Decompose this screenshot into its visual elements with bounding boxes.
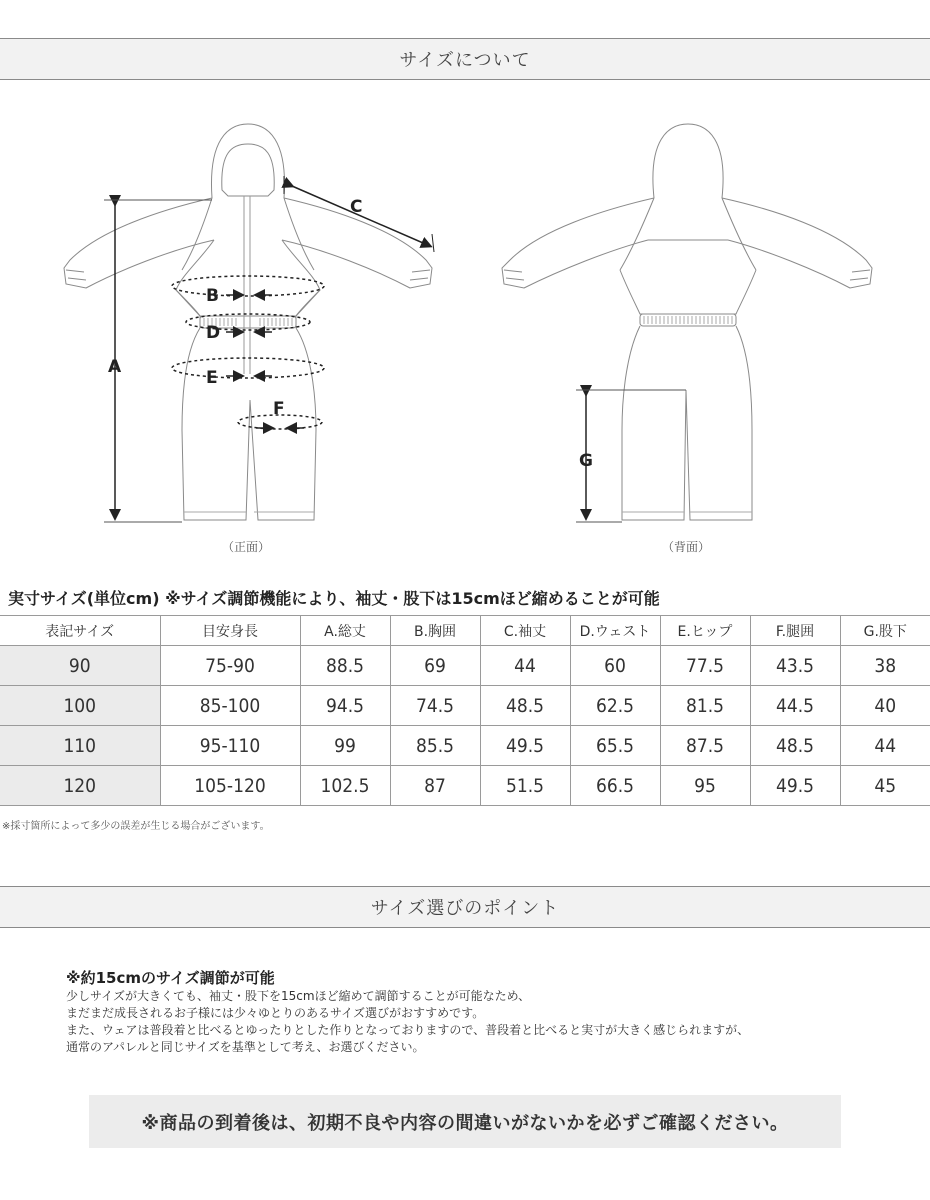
- table-cell: 45: [840, 766, 930, 806]
- table-cell: 120: [0, 766, 160, 806]
- size-table: [0, 615, 930, 806]
- tips-line: まだまだ成長されるお子様には少々ゆとりのあるサイズ選びがおすすめです。: [66, 1006, 485, 1020]
- back-view: [502, 124, 872, 520]
- table-row: [0, 726, 930, 766]
- marker-b: B: [206, 286, 219, 306]
- table-cell: 49.5: [750, 766, 840, 806]
- header-cell: 目安身長: [160, 616, 300, 646]
- measurement-markers: [108, 197, 593, 471]
- section-title: サイズ選びのポイント: [370, 898, 560, 919]
- header-cell: F.腿囲: [750, 616, 840, 646]
- marker-f: F: [273, 399, 285, 419]
- header-cell: D.ウェスト: [570, 616, 660, 646]
- header-cell: E.ヒップ: [660, 616, 750, 646]
- header-cell: C.袖丈: [480, 616, 570, 646]
- marker-a: A: [108, 357, 122, 377]
- table-cell: 49.5: [480, 726, 570, 766]
- marker-e: E: [206, 368, 218, 388]
- section-header-size: [0, 38, 930, 80]
- marker-g: G: [579, 451, 593, 471]
- table-cell: 99: [300, 726, 390, 766]
- tips-line: 通常のアパレルと同じサイズを基準として考え、お選びください。: [66, 1040, 425, 1054]
- measurement-lines: [104, 176, 434, 522]
- table-cell: 69: [390, 646, 480, 686]
- table-cell: 110: [0, 726, 160, 766]
- table-cell: 87.5: [660, 726, 750, 766]
- table-cell: 62.5: [570, 686, 660, 726]
- table-cell: 44: [480, 646, 570, 686]
- section-title: サイズについて: [399, 50, 531, 71]
- table-cell: 48.5: [480, 686, 570, 726]
- table-cell: 94.5: [300, 686, 390, 726]
- table-cell: 51.5: [480, 766, 570, 806]
- tips-title: ※約15cmのサイズ調節が可能: [66, 969, 275, 987]
- table-row: [0, 766, 930, 806]
- confirm-text: ※商品の到着後は、初期不良や内容の間違いがないかを必ずご確認ください。: [141, 1112, 789, 1134]
- header-cell: B.胸囲: [390, 616, 480, 646]
- table-cell: 66.5: [570, 766, 660, 806]
- table-cell: 43.5: [750, 646, 840, 686]
- table-cell: 60: [570, 646, 660, 686]
- table-cell: 44: [840, 726, 930, 766]
- table-cell: 38: [840, 646, 930, 686]
- table-cell: 105-120: [160, 766, 300, 806]
- table-cell: 87: [390, 766, 480, 806]
- table-cell: 44.5: [750, 686, 840, 726]
- table-cell: 48.5: [750, 726, 840, 766]
- table-cell: 75-90: [160, 646, 300, 686]
- tips-line: 少しサイズが大きくても、袖丈・股下を15cmほど縮めて調節することが可能なため、: [66, 989, 531, 1003]
- size-diagram: [0, 100, 930, 570]
- marker-c: C: [350, 197, 363, 217]
- confirm-notice: [89, 1095, 841, 1148]
- size-table-title: 実寸サイズ(単位cm) ※サイズ調節機能により、袖丈・股下は15cmほど縮めることが可能: [8, 589, 660, 608]
- table-cell: 95: [660, 766, 750, 806]
- table-cell: 74.5: [390, 686, 480, 726]
- front-view: [64, 124, 432, 520]
- table-cell: 88.5: [300, 646, 390, 686]
- size-tips-block: [66, 968, 886, 1056]
- back-view-label: （背面）: [662, 540, 711, 554]
- table-cell: 65.5: [570, 726, 660, 766]
- table-row: [0, 646, 930, 686]
- table-header-row: [0, 616, 930, 646]
- measurement-note: ※採寸箇所によって多少の誤差が生じる場合がございます。: [2, 821, 270, 832]
- table-cell: 81.5: [660, 686, 750, 726]
- table-cell: 85.5: [390, 726, 480, 766]
- table-cell: 100: [0, 686, 160, 726]
- marker-d: D: [206, 323, 221, 343]
- table-cell: 77.5: [660, 646, 750, 686]
- front-view-label: （正面）: [222, 540, 271, 554]
- table-cell: 102.5: [300, 766, 390, 806]
- table-cell: 85-100: [160, 686, 300, 726]
- tips-line: また、ウェアは普段着と比べるとゆったりとした作りとなっておりますので、普段着と比べると実寸が大きく感じられますが、: [66, 1023, 750, 1037]
- header-cell: A.総丈: [300, 616, 390, 646]
- section-header-size-tips: [0, 886, 930, 928]
- table-cell: 40: [840, 686, 930, 726]
- table-cell: 90: [0, 646, 160, 686]
- table-row: [0, 686, 930, 726]
- header-cell: G.股下: [840, 616, 930, 646]
- snowsuit-illustration: [0, 100, 930, 570]
- header-cell: 表記サイズ: [0, 616, 160, 646]
- table-cell: 95-110: [160, 726, 300, 766]
